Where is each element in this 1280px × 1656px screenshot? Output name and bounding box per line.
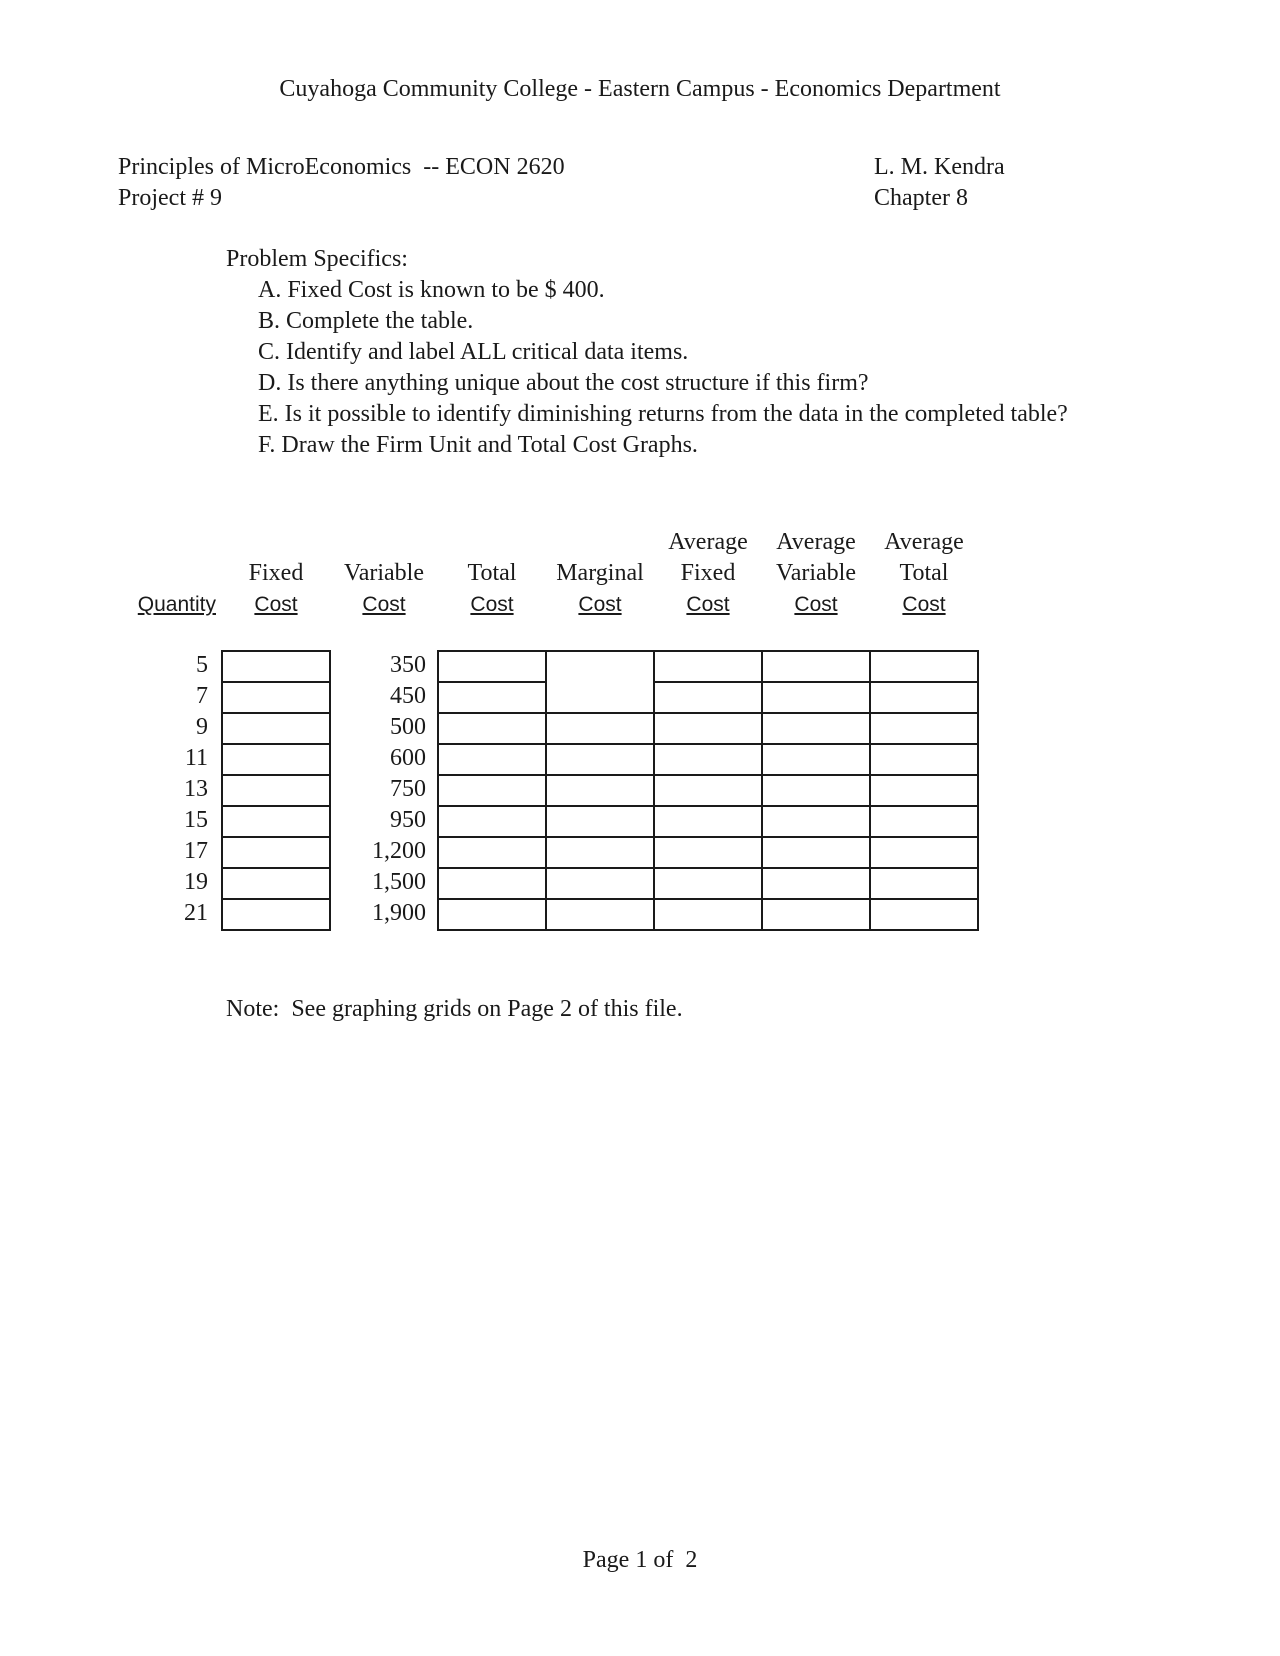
fixed-cost-cell[interactable] xyxy=(223,652,331,683)
variable-cost-value: 950 xyxy=(390,807,426,833)
average-variable-cost-cell[interactable] xyxy=(763,869,871,900)
header-unit: Cost xyxy=(362,593,406,616)
problem-item: E. Is it possible to identify diminishing returns from the data in the completed table? xyxy=(258,401,1068,427)
average-variable-cost-cell[interactable] xyxy=(763,900,871,931)
fixed-cost-cell[interactable] xyxy=(223,776,331,807)
header-marginal-cost xyxy=(546,558,654,620)
average-fixed-cost-cell[interactable] xyxy=(655,838,763,869)
marginal-cost-cell[interactable] xyxy=(547,869,655,900)
problem-item: D. Is there anything unique about the cost structure if this firm? xyxy=(258,370,869,396)
fixed-cost-cell[interactable] xyxy=(223,807,331,838)
header-total-cost xyxy=(438,558,546,620)
fixed-cost-cell[interactable] xyxy=(223,745,331,776)
quantity-value: 11 xyxy=(184,745,208,771)
total-cost-cell[interactable] xyxy=(439,683,547,714)
instructor-info xyxy=(874,152,1005,214)
quantity-value: 13 xyxy=(184,776,208,802)
header-quantity xyxy=(120,558,216,620)
instructor-name: L. M. Kendra xyxy=(874,154,1005,180)
average-fixed-cost-cell[interactable] xyxy=(655,683,763,714)
header-line: Variable xyxy=(344,560,424,586)
average-variable-cost-cell[interactable] xyxy=(763,683,871,714)
quantity-value: 21 xyxy=(184,900,208,926)
chapter-label: Chapter 8 xyxy=(874,185,968,211)
marginal-cost-cell[interactable] xyxy=(547,776,655,807)
variable-cost-value: 1,500 xyxy=(372,869,426,895)
header-line: Fixed xyxy=(680,560,736,586)
variable-cost-value: 350 xyxy=(390,652,426,678)
fixed-cost-cell[interactable] xyxy=(223,838,331,869)
header-line: Marginal xyxy=(556,560,644,586)
average-total-cost-cell[interactable] xyxy=(871,869,979,900)
graphing-note: Note: See graphing grids on Page 2 of this file. xyxy=(226,996,683,1022)
average-total-cost-cell[interactable] xyxy=(871,776,979,807)
average-variable-cost-cell[interactable] xyxy=(763,776,871,807)
average-total-cost-cell[interactable] xyxy=(871,807,979,838)
variable-cost-column xyxy=(340,650,426,929)
header-variable-cost xyxy=(330,558,438,620)
marginal-cost-cell[interactable] xyxy=(547,714,655,745)
header-average-fixed-cost xyxy=(654,527,762,620)
average-fixed-cost-cell[interactable] xyxy=(655,745,763,776)
total-cost-cell[interactable] xyxy=(439,714,547,745)
average-fixed-cost-cell[interactable] xyxy=(655,900,763,931)
header-line: Total xyxy=(899,560,949,586)
average-total-cost-cell[interactable] xyxy=(871,652,979,683)
header-line: Variable xyxy=(776,560,856,586)
variable-cost-value: 1,200 xyxy=(372,838,426,864)
variable-cost-value: 600 xyxy=(390,745,426,771)
total-cost-cell[interactable] xyxy=(439,838,547,869)
quantity-value: 7 xyxy=(196,683,208,709)
quantity-value: 19 xyxy=(184,869,208,895)
header-unit: Cost xyxy=(470,593,514,616)
average-variable-cost-cell[interactable] xyxy=(763,745,871,776)
fixed-cost-cell[interactable] xyxy=(223,714,331,745)
problem-list xyxy=(258,275,1068,461)
average-fixed-cost-cell[interactable] xyxy=(655,776,763,807)
header-fixed-cost xyxy=(222,558,330,620)
total-cost-cell[interactable] xyxy=(439,869,547,900)
total-cost-cell[interactable] xyxy=(439,900,547,931)
quantity-value: 5 xyxy=(196,652,208,678)
header-unit: Cost xyxy=(902,593,946,616)
fixed-cost-cell[interactable] xyxy=(223,683,331,714)
quantity-value: 17 xyxy=(184,838,208,864)
college-header: Cuyahoga Community College - Eastern Campus - Economics Department xyxy=(279,76,1001,102)
marginal-cost-cell[interactable] xyxy=(547,900,655,931)
marginal-cost-cell[interactable] xyxy=(547,807,655,838)
header-unit: Cost xyxy=(578,593,622,616)
average-total-cost-cell[interactable] xyxy=(871,838,979,869)
average-fixed-cost-cell[interactable] xyxy=(655,807,763,838)
marginal-cost-cell[interactable] xyxy=(547,683,655,714)
header-average-variable-cost xyxy=(762,527,870,620)
total-cost-cell[interactable] xyxy=(439,807,547,838)
header-unit: Quantity xyxy=(137,593,216,616)
page-number: Page 1 of 2 xyxy=(582,1547,698,1573)
header-unit: Cost xyxy=(686,593,730,616)
course-title: Principles of MicroEconomics -- ECON 2620 xyxy=(118,154,565,180)
answer-grid xyxy=(437,650,979,931)
total-cost-cell[interactable] xyxy=(439,652,547,683)
average-variable-cost-cell[interactable] xyxy=(763,652,871,683)
fixed-cost-grid xyxy=(221,650,331,931)
average-total-cost-cell[interactable] xyxy=(871,714,979,745)
quantity-value: 9 xyxy=(196,714,208,740)
project-number: Project # 9 xyxy=(118,185,222,211)
problem-item: B. Complete the table. xyxy=(258,308,474,334)
average-total-cost-cell[interactable] xyxy=(871,900,979,931)
header-line: Average xyxy=(668,529,748,555)
variable-cost-value: 750 xyxy=(390,776,426,802)
marginal-cost-cell[interactable] xyxy=(547,745,655,776)
variable-cost-value: 450 xyxy=(390,683,426,709)
problem-item: C. Identify and label ALL critical data items. xyxy=(258,339,689,365)
total-cost-cell[interactable] xyxy=(439,745,547,776)
average-variable-cost-cell[interactable] xyxy=(763,714,871,745)
header-line: Average xyxy=(776,529,856,555)
fixed-cost-cell[interactable] xyxy=(223,869,331,900)
header-unit: Cost xyxy=(794,593,838,616)
variable-cost-value: 500 xyxy=(390,714,426,740)
average-total-cost-cell[interactable] xyxy=(871,683,979,714)
average-fixed-cost-cell[interactable] xyxy=(655,869,763,900)
marginal-cost-cell[interactable] xyxy=(547,838,655,869)
course-info xyxy=(118,152,565,214)
header-unit: Cost xyxy=(254,593,298,616)
average-fixed-cost-cell[interactable] xyxy=(655,652,763,683)
marginal-cost-cell[interactable] xyxy=(547,652,655,683)
quantity-column xyxy=(140,650,208,929)
average-total-cost-cell[interactable] xyxy=(871,745,979,776)
problem-item: A. Fixed Cost is known to be $ 400. xyxy=(258,277,605,303)
header-line: Fixed xyxy=(248,560,304,586)
quantity-value: 15 xyxy=(184,807,208,833)
total-cost-cell[interactable] xyxy=(439,776,547,807)
header-average-total-cost xyxy=(870,527,978,620)
average-variable-cost-cell[interactable] xyxy=(763,838,871,869)
variable-cost-value: 1,900 xyxy=(372,900,426,926)
problem-title: Problem Specifics: xyxy=(226,246,408,272)
header-line: Average xyxy=(884,529,964,555)
problem-item: F. Draw the Firm Unit and Total Cost Graphs. xyxy=(258,432,698,458)
average-fixed-cost-cell[interactable] xyxy=(655,714,763,745)
header-line: Total xyxy=(467,560,517,586)
average-variable-cost-cell[interactable] xyxy=(763,807,871,838)
fixed-cost-cell[interactable] xyxy=(223,900,331,931)
